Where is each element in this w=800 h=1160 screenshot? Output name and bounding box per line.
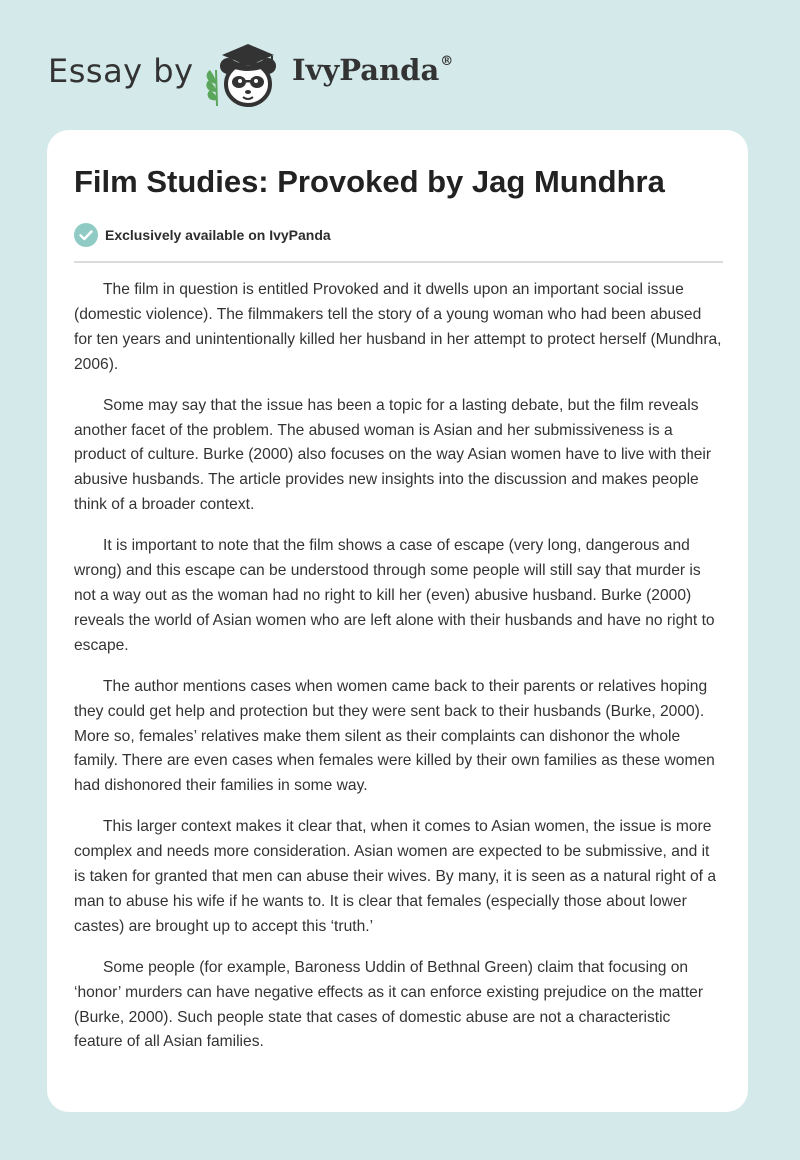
- brand-prefix: Essay by: [48, 52, 194, 90]
- paragraph: This larger context makes it clear that, when it comes to Asian women, the issue is more complex and needs more consideration. Asian women are expected to be submissive, and it is taken for granted that men can abuse their wives. By many, it is seen as a natural right of a man to abuse his wife if he wants to. It is clear that females (especially those about lower castes) are brought up to accept this ‘truth.’: [74, 818, 716, 935]
- divider: [74, 261, 723, 263]
- exclusive-badge: [74, 223, 331, 247]
- exclusive-badge-text: Exclusively available on IvyPanda: [105, 227, 331, 243]
- panda-graduate-icon: [202, 36, 284, 112]
- page-title: Film Studies: Provoked by Jag Mundhra: [74, 164, 665, 199]
- paragraph: Some people (for example, Baroness Uddin of Bethnal Green) claim that focusing on ‘honor’ murders can have negative effects as it can enforce existing prejudice on the matter (Burke, 2000). Such people state that cases of domestic abuse are not a characteristic feature of all Asian families.: [74, 958, 704, 1051]
- brand-header[interactable]: [48, 36, 468, 112]
- paragraph: Some may say that the issue has been a topic for a lasting debate, but the film reveals another facet of the problem. The abused woman is Asian and her submissiveness is a product of culture. Burke (2000) also focuses on the way Asian women have to live with their abusive husbands. The article provides new insights into the discussion and makes people think of a broader context.: [74, 396, 712, 514]
- essay-card: [47, 130, 748, 1112]
- paragraph: It is important to note that the film shows a case of escape (very long, dangerous and wrong) and this escape can be understood through some people will still say that murder is not a way out as the woman had no right to kill her (even) abusive husband. Burke (2000) reveals the world of Asian women who are left alone with their husbands and have no right to escape.: [74, 537, 715, 654]
- brand-name: [292, 53, 453, 87]
- essay-body: [74, 278, 723, 1071]
- brand-name-text: IvyPanda: [292, 53, 440, 87]
- check-circle-icon: [74, 223, 98, 247]
- paragraph: The author mentions cases when women came back to their parents or relatives hoping they could get help and protection but they were sent back to their husbands (Burke, 2000). More so, females’ relatives make them silent as their complaints can dishonor the whole family. There are even cases when females were killed by their own families as these women had dishonored their families in some way.: [74, 677, 715, 795]
- trademark-symbol: ®: [440, 54, 454, 70]
- paragraph: The film in question is entitled Provoked and it dwells upon an important social issue (domestic violence). The filmmakers tell the story of a young woman who had been abused for ten years and unintentionally killed her husband in her attempt to protect herself (Mundhra, 2006).: [74, 281, 722, 373]
